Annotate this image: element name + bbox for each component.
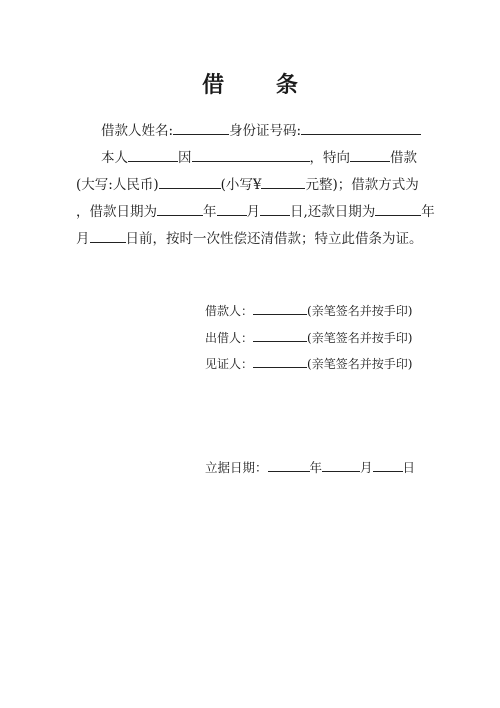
signature-witness — [205, 355, 412, 372]
issue-month-label: 月 — [360, 460, 373, 475]
amount-uppercase-label: (大写:人民币) — [76, 177, 159, 193]
year-label: 年 — [203, 204, 217, 220]
line-repay — [76, 228, 423, 248]
borrow-month-blank[interactable] — [217, 201, 247, 216]
borrow-day-blank[interactable] — [260, 201, 290, 216]
reason-blank[interactable] — [192, 147, 310, 162]
toward-label: ，特向 — [309, 150, 350, 166]
repay-year-label: 年 — [421, 204, 435, 220]
signature-lender — [205, 329, 412, 346]
repay-month-label: 月 — [76, 231, 90, 247]
lender-name-blank[interactable] — [350, 147, 390, 162]
borrow-date-label: ，借款日期为 — [76, 204, 157, 220]
issue-day-label: 日 — [402, 460, 416, 475]
borrow-year-blank[interactable] — [157, 201, 203, 216]
issue-year-label: 年 — [309, 460, 323, 475]
signature-borrower — [205, 302, 412, 319]
lender-sign-blank[interactable] — [253, 329, 307, 342]
reason-label: 因 — [178, 150, 192, 166]
line-amount — [76, 174, 419, 194]
repay-year-blank[interactable] — [375, 201, 421, 216]
borrower-name-label: 借款人姓名: — [101, 123, 174, 139]
self-name-blank[interactable] — [128, 147, 178, 162]
method-label: 元整)；借款方式为 — [305, 177, 419, 193]
witness-sign-label: 见证人： — [205, 357, 254, 371]
amount-lowercase-label: (小写¥ — [220, 177, 262, 193]
id-number-blank[interactable] — [301, 120, 421, 135]
id-number-label: 身份证号码: — [229, 123, 302, 139]
issue-date-label: 立据日期： — [205, 460, 268, 475]
borrower-sign-note: (亲笔签名并按手印) — [307, 304, 413, 318]
month-label: 月 — [246, 204, 260, 220]
line-dates — [76, 201, 435, 221]
amount-uppercase-blank[interactable] — [159, 174, 221, 189]
borrower-name-blank[interactable] — [173, 120, 229, 135]
issue-month-blank[interactable] — [322, 459, 360, 472]
repay-text: 日前，按时一次性偿还清借款；特立此借条为证。 — [125, 231, 423, 247]
lender-sign-note: (亲笔签名并按手印) — [307, 331, 413, 345]
issue-year-blank[interactable] — [268, 459, 310, 472]
amount-lowercase-blank[interactable] — [261, 174, 305, 189]
borrower-sign-blank[interactable] — [253, 302, 307, 315]
issue-date-line — [205, 459, 415, 476]
witness-sign-note: (亲笔签名并按手印) — [307, 357, 413, 371]
issue-day-blank[interactable] — [373, 459, 403, 472]
witness-sign-blank[interactable] — [253, 355, 307, 368]
self-label: 本人 — [101, 150, 128, 166]
document-title: 借 条 — [202, 72, 320, 98]
repay-date-label: 日,还款日期为 — [290, 204, 376, 220]
borrower-sign-label: 借款人： — [205, 304, 254, 318]
lender-sign-label: 出借人： — [205, 331, 254, 345]
line-borrower-name — [101, 120, 421, 140]
borrow-label: 借款 — [390, 150, 417, 166]
line-reason — [101, 147, 417, 167]
repay-month-blank[interactable] — [90, 228, 126, 243]
